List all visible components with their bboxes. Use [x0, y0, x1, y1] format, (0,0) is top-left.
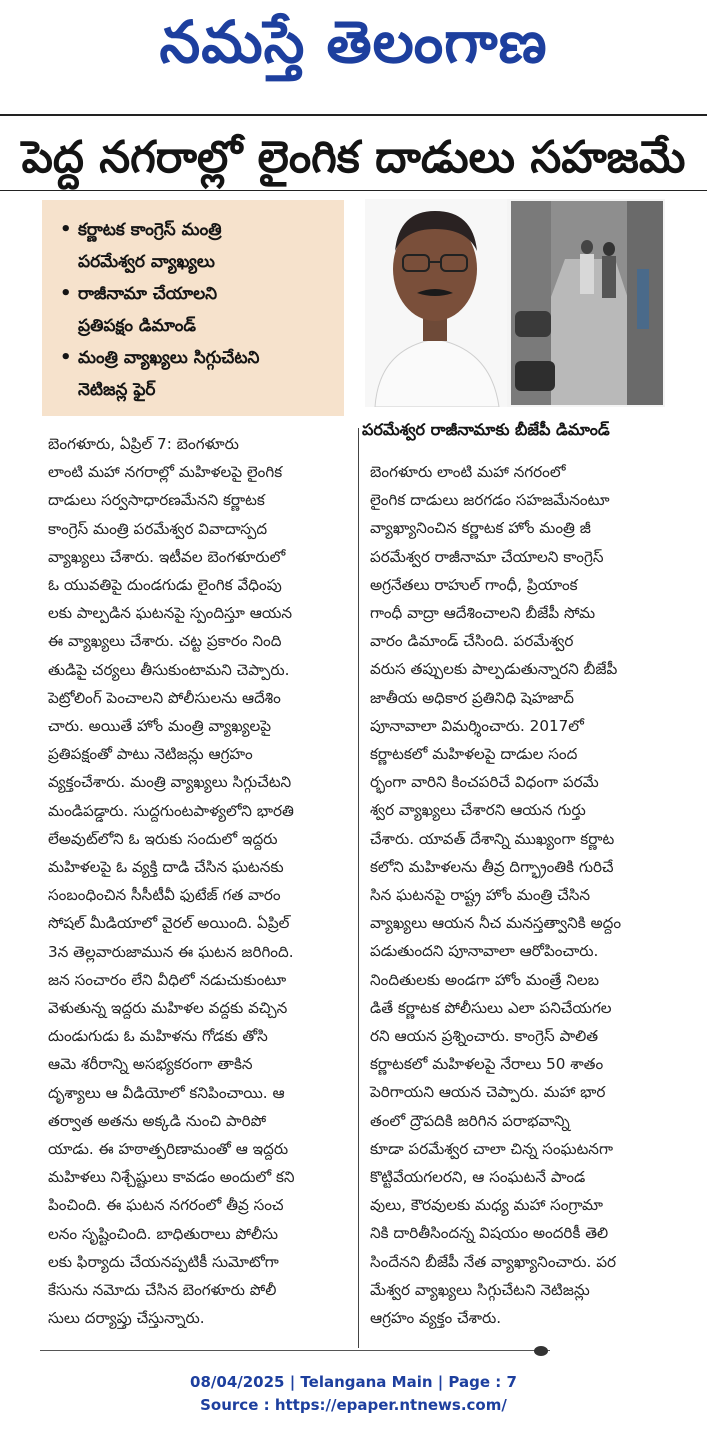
cctv-person-body [602, 256, 616, 298]
article-line: బెంగళూరు లాంటి మహా నగరంలో [370, 463, 566, 481]
article-line: పించింది. ఈ ఘటన నగరంలో తీవ్ర సంచ [48, 1196, 284, 1215]
article-line: లకు పాల్పడిన ఘటనపై స్పందిస్తూ ఆయన [48, 604, 293, 623]
article-line: లనం సృష్టించింది. బాధితురాలు పోలీసు [48, 1224, 279, 1243]
highlight-text: ప్రతిపక్షం డిమాండ్ [78, 316, 196, 336]
article-line: వ్యాఖ్యలు ఆయన నీచ మనస్తత్వానికి అద్దం [370, 914, 622, 933]
masthead-rule [0, 114, 707, 116]
cctv-scooter [515, 311, 551, 337]
article-line: తుడిపై చర్యలు తీసుకుంటామని చెప్పారు. [48, 660, 290, 679]
article-line: ఆమె శరీరాన్ని అసభ్యకరంగా తాకిన [48, 1055, 253, 1074]
article-line: పూనావాలా విమర్శించారు. 2017లో [370, 716, 584, 735]
article-line: దాడులు సర్వసాధారణమేనని కర్ణాటక [48, 491, 265, 510]
article-line: మేశ్వర వ్యాఖ్యలు సిగ్గుచేటని నెటిజన్లు [370, 1280, 590, 1299]
article-line: చారు. అయితే హోం మంత్రి వ్యాఖ్యలపై [48, 717, 272, 736]
article-line: వెళుతున్న ఇద్దరు మహిళల వద్దకు వచ్చిన [48, 999, 288, 1018]
article-line: బెంగళూరు, ఏప్రిల్ 7: బెంగళూరు [48, 435, 239, 453]
article-line: కేసును నమోదు చేసిన బెంగళూరు పోలీ [48, 1281, 277, 1300]
article-line: వరుస తప్పులకు పాల్పడుతున్నారని బీజేపీ [370, 660, 618, 679]
article-line: సులు దర్యాప్తు చేస్తున్నారు. [48, 1309, 205, 1328]
article-line: తర్వాత అతను అక్కడి నుంచి పారిపో [48, 1111, 267, 1130]
article-line: మహిళలు నిశ్చేష్టులు కావడం అందులో కని [48, 1168, 295, 1187]
highlight-item [60, 278, 336, 342]
news-photo [365, 199, 665, 407]
article-line: పడుతుందని పూనావాలా ఆరోపించారు. [370, 942, 599, 961]
article-line: ఓ యువతిపై దుండగుడు లైంగిక వేధింపు [48, 576, 282, 595]
article-line: మండిపడ్డారు. సుద్దగుంటపాళ్యలోని భారతి [48, 801, 294, 820]
cctv-scooter [515, 361, 555, 391]
article-line: సోషల్ మీడియాలో వైరల్ అయింది. ఏప్రిల్ [48, 914, 290, 933]
article-line: చేశారు. యావత్ దేశాన్ని ముఖ్యంగా కర్ణాట [370, 829, 615, 848]
highlight-text: రాజీనామా చేయాలని [78, 284, 218, 304]
article-line: కర్ణాటకలో మహిళలపై దాడుల సంద [370, 745, 578, 764]
highlights-box [42, 200, 344, 416]
article-line: ప్రతిపక్షంతో పాటు నెటిజన్లు ఆగ్రహం [48, 745, 253, 764]
highlight-text: పరమేశ్వర వ్యాఖ్యలు [78, 252, 215, 272]
article-line: సిన ఘటనపై రాష్ట్ర హోం మంత్రి చేసిన [370, 886, 591, 905]
article-line: వ్యాఖ్యలు చేశారు. ఇటీవల బెంగళూరులో [48, 547, 286, 566]
highlight-item [60, 214, 336, 278]
article-line: జన సంచారం లేని వీధిలో నడుచుకుంటూ [48, 970, 287, 989]
article-line: వారం డిమాండ్ చేసింది. పరమేశ్వర [370, 632, 574, 651]
highlight-text: కర్ణాటక కాంగ్రెస్ మంత్రి [78, 220, 222, 240]
article-line: మహిళలపై ఓ వ్యక్తి దాడి చేసిన ఘటనకు [48, 858, 284, 877]
article-line: గాంధీ వాద్రా ఆదేశించాలని బీజేపీ సోమ [370, 604, 596, 623]
article-line: రని ఆయన ప్రశ్నించారు. కాంగ్రెస్ పాలిత [370, 1027, 599, 1046]
article-line: లైంగిక దాడులు జరగడం సహజమేనంటూ [370, 491, 610, 510]
article-line: వ్యక్తంచేశారు. మంత్రి వ్యాఖ్యలు సిగ్గుచేటని [48, 773, 292, 792]
photo-illustration [365, 199, 665, 407]
photo-caption: పరమేశ్వర రాజీనామాకు బీజేపీ డిమాండ్ [362, 420, 610, 439]
highlight-text: మంత్రి వ్యాఖ్యలు సిగ్గుచేటని [78, 348, 260, 368]
article-line: అగ్రనేతలు రాహుల్ గాంధీ, ప్రియాంక [370, 575, 578, 594]
cctv-person-head [603, 242, 615, 256]
article-line: సిందేనని బీజేపీ నేత వ్యాఖ్యానించారు. పర [370, 1252, 616, 1271]
article-line: లకు ఫిర్యాదు చేయనప్పటికీ సుమోటోగా [48, 1252, 279, 1271]
article-line: పెట్రోలింగ్ పెంచాలని పోలీసులను ఆదేశిం [48, 688, 281, 707]
headline-rule [0, 190, 707, 191]
footer-source: Source : https://epaper.ntnews.com/ [200, 1396, 507, 1414]
left-column [48, 430, 348, 1333]
article-bottom-rule [40, 1350, 550, 1351]
article-line: పరమేశ్వర రాజీనామా చేయాలని కాంగ్రెస్ [370, 547, 604, 566]
footer-edition: 08/04/2025 | Telangana Main | Page : 7 [190, 1373, 517, 1391]
article-line: యాడు. ఈ హఠాత్పరిణామంతో ఆ ఇద్దరు [48, 1140, 289, 1159]
right-column [370, 458, 670, 1332]
headline: పెద్ద నగరాల్లో లైంగిక దాడులు సహజమే [21, 132, 686, 183]
article-line: నిందితులకు అండగా హోం మంత్రే నిలబ [370, 970, 600, 989]
masthead-title: నమస్తే తెలంగాణ [159, 8, 548, 76]
end-dot-icon [534, 1346, 548, 1356]
article-line: తంలో ద్రౌపదికి జరిగిన పరాభవాన్ని [370, 1111, 570, 1130]
article-line: పెరిగాయని ఆయన చెప్పారు. మహా భార [370, 1083, 606, 1102]
article-line: దుండుగుడు ఓ మహిళను గోడకు తోసి [48, 1027, 268, 1046]
highlight-text: నెటిజన్ల ఫైర్ [78, 380, 156, 400]
cctv-signboard [637, 269, 649, 329]
article-line: సంబంధించిన సీసీటీవీ ఫుటేజ్ గత వారం [48, 886, 281, 905]
highlight-item [60, 342, 336, 406]
article-line: కొట్టివేయగలరని, ఆ సంఘటనే పాండ [370, 1168, 586, 1187]
article-line: ఆగ్రహం వ్యక్తం చేశారు. [370, 1309, 502, 1328]
article-line: కూడా పరమేశ్వర చాలా చిన్న సంఘటనగా [370, 1139, 613, 1158]
article-line: డితే కర్ణాటక పోలీసులు ఎలా పనిచేయగల [370, 998, 612, 1017]
article-line: వ్యాఖ్యానించిన కర్ణాటక హోం మంత్రి జీ [370, 519, 591, 538]
column-divider [358, 428, 359, 1348]
article-line: దృశ్యాలు ఆ వీడియోలో కనిపించాయి. ఆ [48, 1083, 285, 1102]
article-line: కలోని మహిళలను తీవ్ర దిగ్భ్రాంతికి గురిచే [370, 857, 614, 876]
article-line: శ్వర వ్యాఖ్యలు చేశారని ఆయన గుర్తు [370, 801, 586, 820]
article-line: ర్భంగా వారిని కించపరిచే విధంగా పరమే [370, 773, 599, 792]
article-line: ఈ వ్యాఖ్యలు చేశారు. చట్ట ప్రకారం నింది [48, 632, 282, 651]
article-line: వులు, కౌరవులకు మధ్య మహా సంగ్రామా [370, 1196, 603, 1215]
article-line: జాతీయ అధికార ప్రతినిధి షెహజాద్ [370, 688, 575, 707]
article-line: లాంటి మహా నగరాల్లో మహిళలపై లైంగిక [48, 463, 283, 482]
article-line: లేఅవుట్‌లోని ఓ ఇరుకు సందులో ఇద్దరు [48, 829, 278, 848]
article-line: కాంగ్రెస్ మంత్రి పరమేశ్వర వివాదాస్పద [48, 519, 268, 538]
masthead [0, 0, 707, 112]
article-line: 3న తెల్లవారుజామున ఈ ఘటన జరిగింది. [48, 942, 294, 961]
cctv-person-body [580, 254, 594, 294]
article-line: నికి దారితీసిందన్న విషయం అందరికీ తెలి [370, 1224, 609, 1243]
article-line: కర్ణాటకలో మహిళలపై నేరాలు 50 శాతం [370, 1055, 604, 1074]
cctv-person-head [581, 240, 593, 254]
